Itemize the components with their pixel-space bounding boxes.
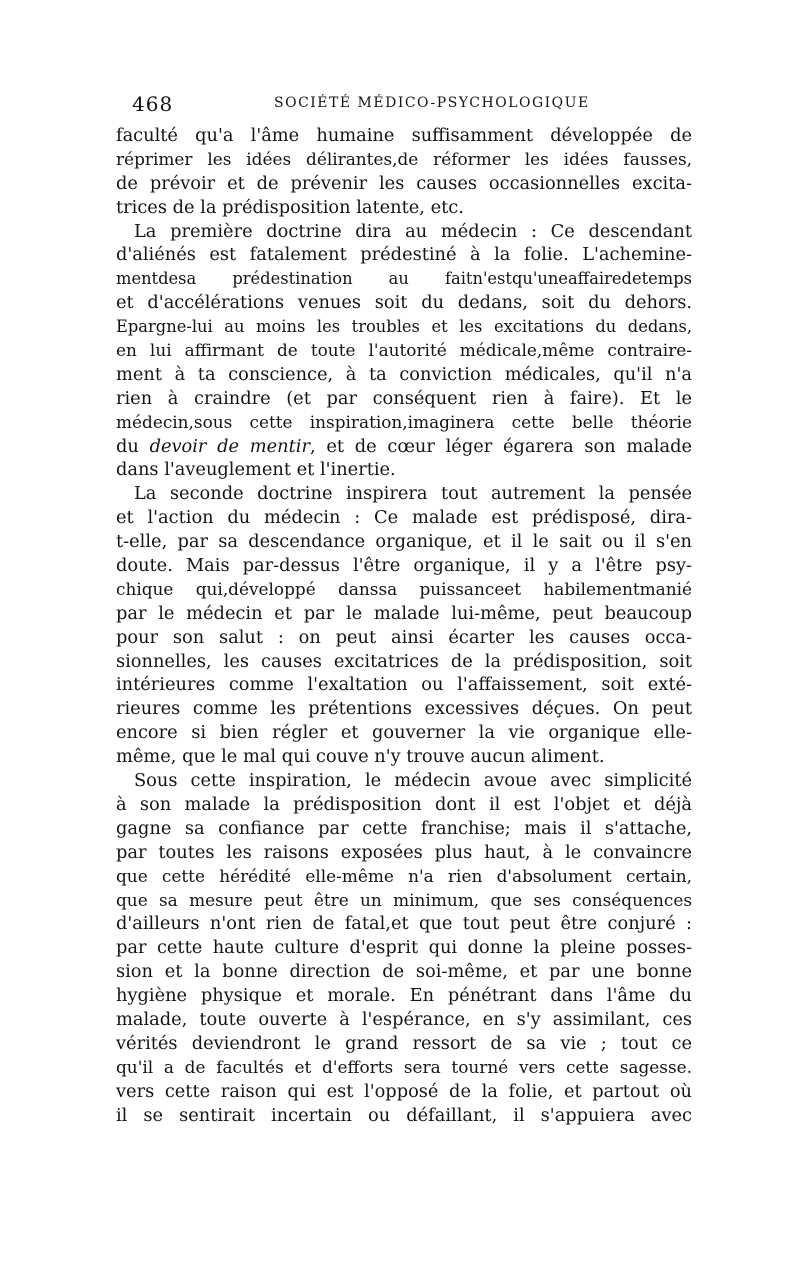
- text-line: de prévoir et de prévenir les causes occasionnelles excita-: [116, 172, 692, 194]
- text-line: faculté qu'a l'âme humaine suffisamment développée de: [116, 125, 692, 146]
- text-line: trices de la prédisposition latente, etc.: [116, 196, 464, 218]
- text-line: d'ailleurs n'ont rien de fatal,et que tout peut être conjuré :: [116, 913, 692, 935]
- text-line: que cette hérédité elle-même n'a rien d'absolument certain,: [116, 865, 692, 886]
- text-line: d'aliénés est fatalement prédestiné à la folie. L'achemine-: [116, 244, 692, 266]
- text-line: ment à ta conscience, à ta conviction médicales, qu'il n'a: [116, 363, 692, 385]
- running-head: SOCIÉTÉ MÉDICO-PSYCHOLOGIQUE: [274, 95, 590, 111]
- text-line-with-italic: [116, 435, 692, 459]
- text-line: pour son salut : on peut ainsi écarter les causes occa-: [116, 626, 692, 648]
- text-line: doute. Mais par-dessus l'être organique, il y a l'être psy-: [116, 555, 692, 577]
- text-line: et l'action du médecin : Ce malade est prédisposé, dira-: [116, 507, 692, 529]
- italic-phrase: devoir de mentir: [149, 435, 310, 457]
- text-line: à son malade la prédisposition dont il est l'objet et déjà: [116, 793, 692, 815]
- book-page: [116, 92, 692, 1127]
- page-number: 468: [132, 92, 174, 116]
- text-line: dans l'aveuglement et l'inertie.: [116, 459, 396, 481]
- body-text: [116, 124, 692, 1127]
- text-line: en lui affirmant de toute l'autorité médicale,même contraire-: [116, 340, 692, 361]
- page-header: [116, 92, 692, 122]
- text-line: et d'accélérations venues soit du dedans, soit du dehors.: [116, 292, 692, 314]
- paragraph-start-line: La seconde doctrine inspirera tout autrement la pensée: [134, 483, 692, 505]
- text-line: malade, toute ouverte à l'espérance, en s'y assimilant, ces: [116, 1008, 692, 1030]
- paragraph-start-line: Sous cette inspiration, le médecin avoue avec simplicité: [134, 770, 692, 792]
- text-line: il se sentirait incertain ou défaillant, il s'appuiera avec: [116, 1104, 692, 1126]
- text-line: intérieures comme l'exaltation ou l'affaissement, soit exté-: [116, 674, 692, 696]
- text-line: vers cette raison qui est l'opposé de la folie, et partout où: [116, 1080, 692, 1102]
- text-line: sion et la bonne direction de soi-même, et par une bonne: [116, 961, 692, 983]
- text-line: rieures comme les prétentions excessives déçues. On peut: [116, 698, 692, 720]
- text-line: encore si bien régler et gouverner la vie organique elle-: [116, 722, 692, 744]
- text-line: hygiène physique et morale. En pénétrant dans l'âme du: [116, 985, 692, 1007]
- text-fragment: du: [116, 435, 150, 457]
- text-line: rien à craindre (et par conséquent rien à faire). Et le: [116, 387, 692, 409]
- text-line: par toutes les raisons exposées plus haut, à le convaincre: [116, 841, 692, 863]
- text-line: vérités deviendront le grand ressort de sa vie ; tout ce: [116, 1032, 692, 1054]
- paragraph-start-line: La première doctrine dira au médecin : Ce descendant: [134, 220, 692, 242]
- text-line: sionnelles, les causes excitatrices de la prédisposition, soit: [116, 650, 692, 672]
- text-line: Epargne-lui au moins les troubles et les excitations du dedans,: [116, 317, 692, 337]
- text-line: réprimer les idées délirantes,de réformer les idées fausses,: [116, 148, 692, 169]
- text-line: mentdesa prédestination au faitn'estqu'uneaffairedetemps: [116, 269, 692, 289]
- text-line: par le médecin et par le malade lui-même, peut beaucoup: [116, 602, 692, 624]
- text-line: médecin,sous cette inspiration,imaginera cette belle théorie: [116, 411, 692, 432]
- text-line: par cette haute culture d'esprit qui donne la pleine posses-: [116, 937, 692, 959]
- text-line: gagne sa confiance par cette franchise; mais il s'attache,: [116, 817, 692, 839]
- text-line: t-elle, par sa descendance organique, et il le sait ou il s'en: [116, 531, 692, 553]
- text-fragment: , et de cœur léger égarera son malade: [309, 435, 692, 457]
- text-line: que sa mesure peut être un minimum, que ses conséquences: [116, 889, 692, 910]
- text-line: qu'il a de facultés et d'efforts sera tourné vers cette sagesse.: [116, 1056, 692, 1077]
- text-line: même, que le mal qui couve n'y trouve aucun aliment.: [116, 746, 605, 768]
- text-line: chique qui,développé danssa puissanceet habilementmanié: [116, 578, 692, 599]
